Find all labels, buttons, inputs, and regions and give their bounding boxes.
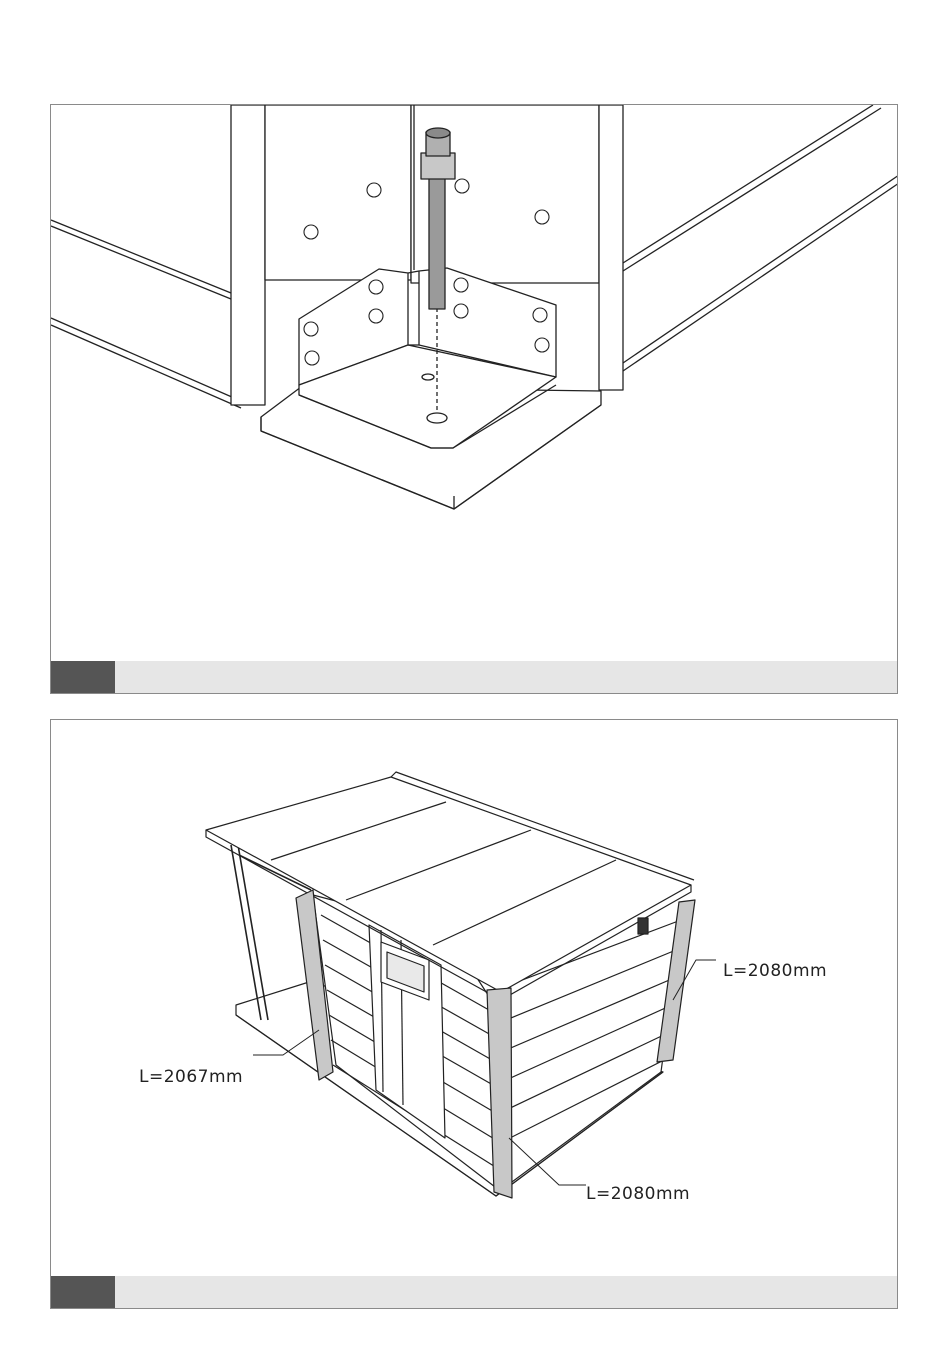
right-post-length-label: L=2080mm: [723, 961, 828, 981]
shed-illustration: [51, 720, 898, 1276]
step-panel-2: [50, 719, 898, 1309]
anchor-bracket-illustration: [51, 105, 898, 661]
step-number-box: [51, 1276, 115, 1308]
front-post-length-label: L=2080mm: [586, 1184, 691, 1204]
left-post-length-label: L=2067mm: [139, 1067, 244, 1087]
left-wall-panels: [51, 220, 241, 408]
step-footer-bar: [51, 1276, 897, 1308]
step-footer-bar: [51, 661, 897, 693]
step-panel-1: [50, 104, 898, 694]
right-wall-panels: [623, 105, 898, 371]
step-number-box: [51, 661, 115, 693]
